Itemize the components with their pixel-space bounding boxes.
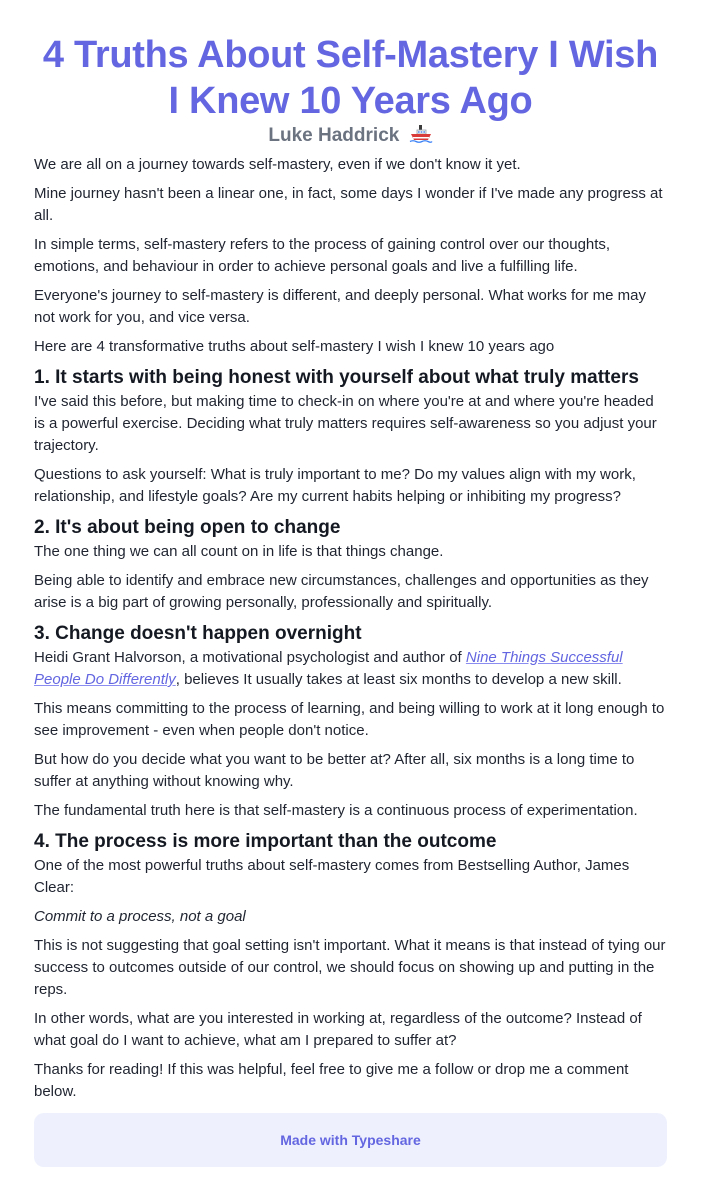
section-2-paragraph: The one thing we can all count on in life is that things change. — [34, 543, 444, 560]
section-3-paragraph: This means committing to the process of learning, and being willing to work at it long enough to see improvement - even when people don't notice. — [34, 700, 665, 739]
section-1-paragraph: I've said this before, but making time to check-in on where you're at and where you're headed is a powerful exercise. Deciding what truly matters requires self-awareness so you adjust your trajectory. — [34, 393, 657, 454]
intro-paragraph: We are all on a journey towards self-mastery, even if we don't know it yet. — [34, 156, 521, 173]
section-3-text-before-link: Heidi Grant Halvorson, a motivational psychologist and author of — [34, 649, 466, 666]
section-heading-2: 2. It's about being open to change — [34, 517, 341, 538]
section-4-paragraph: In other words, what are you interested in working at, regardless of the outcome? Instead of what goal do I want to achieve, what am I prepared to suffer at? — [34, 1010, 642, 1049]
section-4-paragraph: This is not suggesting that goal setting isn't important. What it means is that instead of tying our success to outcomes outside of our control, we should focus on showing up and putting in the reps. — [34, 937, 666, 998]
quote-text: Commit to a process, not a goal — [34, 908, 246, 925]
book-title-link[interactable]: Nine Things Successful People Do Differently — [34, 649, 623, 688]
footer-label: Made with Typeshare — [280, 1132, 421, 1148]
intro-paragraph: Here are 4 transformative truths about self-mastery I wish I knew 10 years ago — [34, 338, 555, 355]
section-4-paragraph: One of the most powerful truths about self-mastery comes from Bestselling Author, James Clear: — [34, 857, 630, 896]
section-heading-3: 3. Change doesn't happen overnight — [34, 623, 362, 644]
intro-paragraph: Mine journey hasn't been a linear one, in fact, some days I wonder if I've made any progress at all. — [34, 185, 663, 224]
intro-paragraph: In simple terms, self-mastery refers to the process of gaining control over our thoughts, emotions, and behaviour in order to achieve personal goals and live a fulfilling life. — [34, 236, 611, 275]
ship-icon — [409, 124, 433, 144]
section-3-text-after-link: , believes It usually takes at least six months to develop a new skill. — [175, 671, 622, 688]
section-heading-4: 4. The process is more important than the outcome — [34, 831, 497, 852]
section-2-paragraph: Being able to identify and embrace new circumstances, challenges and opportunities as they arise is a big part of growing personally, professionally and spiritually. — [34, 572, 649, 611]
section-heading-1: 1. It starts with being honest with yourself about what truly matters — [34, 367, 639, 388]
section-3-paragraph: But how do you decide what you want to be better at? After all, six months is a long time to suffer at anything without knowing why. — [34, 751, 635, 790]
author-line — [34, 124, 667, 148]
section-1-paragraph: Questions to ask yourself: What is truly important to me? Do my values align with my work, relationship, and lifestyle goals? Are my current habits helping or inhibiting my progress? — [34, 466, 636, 505]
post-body — [34, 154, 667, 1103]
post-title: 4 Truths About Self-Mastery I Wish I Knew 10 Years Ago — [42, 34, 659, 122]
intro-paragraph: Everyone's journey to self-mastery is different, and deeply personal. What works for me may not work for you, and vice versa. — [34, 287, 647, 326]
author-name: Luke Haddrick — [268, 125, 400, 146]
made-with-typeshare-banner[interactable] — [34, 1113, 667, 1167]
section-3-paragraph — [34, 647, 667, 691]
closing-paragraph: Thanks for reading! If this was helpful, feel free to give me a follow or drop me a comment below. — [34, 1061, 629, 1100]
section-3-paragraph: The fundamental truth here is that self-mastery is a continuous process of experimentation. — [34, 802, 638, 819]
